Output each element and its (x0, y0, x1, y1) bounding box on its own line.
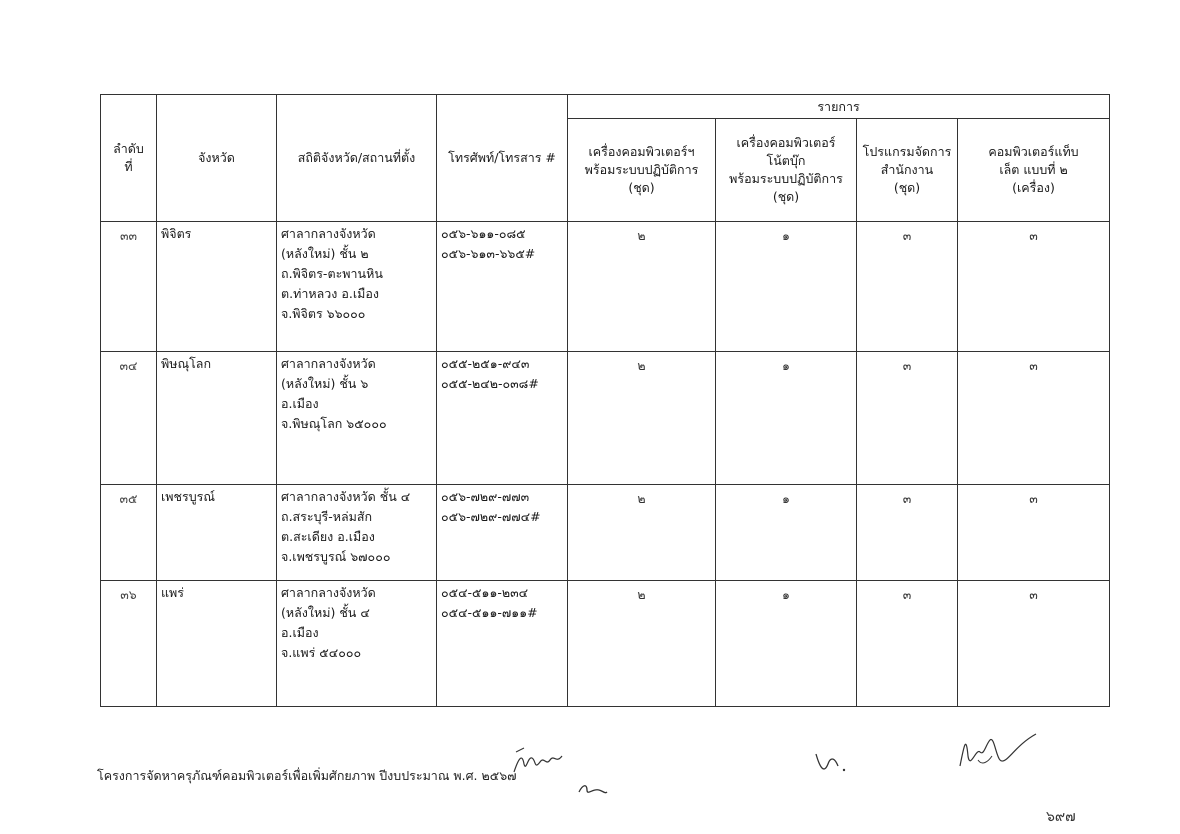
cell-line: จ.เพชรบูรณ์ ๖๗๐๐๐ (281, 549, 391, 564)
cell-line: ต.สะเดียง อ.เมือง (281, 529, 375, 544)
cell-line: (หลังใหม่) ชั้น ๔ (281, 605, 370, 620)
row-desktop: ๒ (568, 485, 716, 581)
row-office-software: ๓ (857, 222, 958, 352)
row-office-software: ๓ (857, 485, 958, 581)
cell-line: ๐๕๖-๖๑๑-๐๘๕ (441, 226, 526, 241)
row-no: ๓๕ (101, 485, 157, 581)
row-tablet: ๓ (958, 581, 1110, 707)
cell-line: ๐๕๕-๒๔๒-๐๓๘# (441, 376, 539, 391)
row-notebook: ๑ (716, 222, 857, 352)
row-notebook: ๑ (716, 485, 857, 581)
header-items-group: รายการ (568, 95, 1110, 119)
cell-line: ศาลากลางจังหวัด ชั้น ๔ (281, 489, 411, 504)
cell-line: ๐๕๖-๖๑๓-๖๖๕# (441, 246, 536, 261)
row-phones (437, 352, 568, 485)
cell-line: ๐๕๔-๕๑๑-๒๓๔ (441, 585, 529, 600)
row-phones (437, 222, 568, 352)
row-office-software: ๓ (857, 581, 958, 707)
cell-line: อ.เมือง (281, 625, 319, 640)
header-no: ลำดับ ที่ (101, 95, 157, 222)
cell-line: ศาลากลางจังหวัด (281, 585, 376, 600)
header-office-software: โปรแกรมจัดการ สำนักงาน (ชุด) (857, 119, 958, 222)
table-row (101, 222, 1110, 352)
header-office: สถิติจังหวัด/สถานที่ตั้ง (277, 95, 437, 222)
row-tablet: ๓ (958, 352, 1110, 485)
header-phone: โทรศัพท์/โทรสาร # (437, 95, 568, 222)
row-address (277, 485, 437, 581)
table-row (101, 581, 1110, 707)
cell-line: ๐๕๕-๒๕๑-๙๔๓ (441, 356, 530, 371)
table-row (101, 485, 1110, 581)
cell-line: (หลังใหม่) ชั้น ๖ (281, 376, 369, 391)
row-province: เพชรบูรณ์ (157, 485, 277, 581)
cell-line: ๐๕๖-๗๒๙-๗๗๓ (441, 489, 530, 504)
table-row (101, 352, 1110, 485)
row-address (277, 352, 437, 485)
row-phones (437, 485, 568, 581)
handwritten-mark-2 (575, 778, 611, 802)
cell-line: จ.พิจิตร ๖๖๐๐๐ (281, 306, 366, 321)
header-tablet: คอมพิวเตอร์แท็บ เล็ต แบบที่ ๒ (เครื่อง) (958, 119, 1110, 222)
page-number: ๖๙๗ (1046, 809, 1076, 825)
row-no: ๓๔ (101, 352, 157, 485)
row-tablet: ๓ (958, 222, 1110, 352)
row-desktop: ๒ (568, 222, 716, 352)
handwritten-signature-4 (950, 726, 1040, 778)
cell-line: จ.พิษณุโลก ๖๕๐๐๐ (281, 416, 387, 431)
row-desktop: ๒ (568, 581, 716, 707)
row-office-software: ๓ (857, 352, 958, 485)
row-province: พิจิตร (157, 222, 277, 352)
row-address (277, 581, 437, 707)
cell-line: ศาลากลางจังหวัด (281, 226, 376, 241)
footer-project-title: โครงการจัดหาครุภัณฑ์คอมพิวเตอร์เพื่อเพิ่มศักยภาพ ปีงบประมาณ พ.ศ. ๒๕๖๗ (97, 768, 517, 783)
header-desktop: เครื่องคอมพิวเตอร์ฯ พร้อมระบบปฏิบัติการ (ชุด) (568, 119, 716, 222)
header-province: จังหวัด (157, 95, 277, 222)
cell-line: ถ.สระบุรี-หล่มสัก (281, 509, 373, 524)
row-notebook: ๑ (716, 581, 857, 707)
row-no: ๓๓ (101, 222, 157, 352)
row-province: แพร่ (157, 581, 277, 707)
cell-line: ถ.พิจิตร-ตะพานหิน (281, 266, 383, 281)
cell-line: อ.เมือง (281, 396, 319, 411)
cell-line: จ.แพร่ ๕๔๐๐๐ (281, 645, 362, 660)
row-tablet: ๓ (958, 485, 1110, 581)
header-notebook: เครื่องคอมพิวเตอร์ โน้ตบุ๊ก พร้อมระบบปฏิบัติการ (ชุด) (716, 119, 857, 222)
handwritten-initials-1 (510, 742, 570, 782)
cell-line: ๐๕๖-๗๒๙-๗๗๔# (441, 509, 541, 524)
cell-line: ๐๕๔-๕๑๑-๗๑๑# (441, 605, 538, 620)
handwritten-mark-3 (810, 744, 850, 778)
cell-line: ต.ท่าหลวง อ.เมือง (281, 286, 379, 301)
row-notebook: ๑ (716, 352, 857, 485)
row-no: ๓๖ (101, 581, 157, 707)
row-province: พิษณุโลก (157, 352, 277, 485)
row-phones (437, 581, 568, 707)
cell-line: ศาลากลางจังหวัด (281, 356, 376, 371)
row-desktop: ๒ (568, 352, 716, 485)
equipment-table (100, 94, 1110, 707)
cell-line: (หลังใหม่) ชั้น ๒ (281, 246, 369, 261)
row-address (277, 222, 437, 352)
